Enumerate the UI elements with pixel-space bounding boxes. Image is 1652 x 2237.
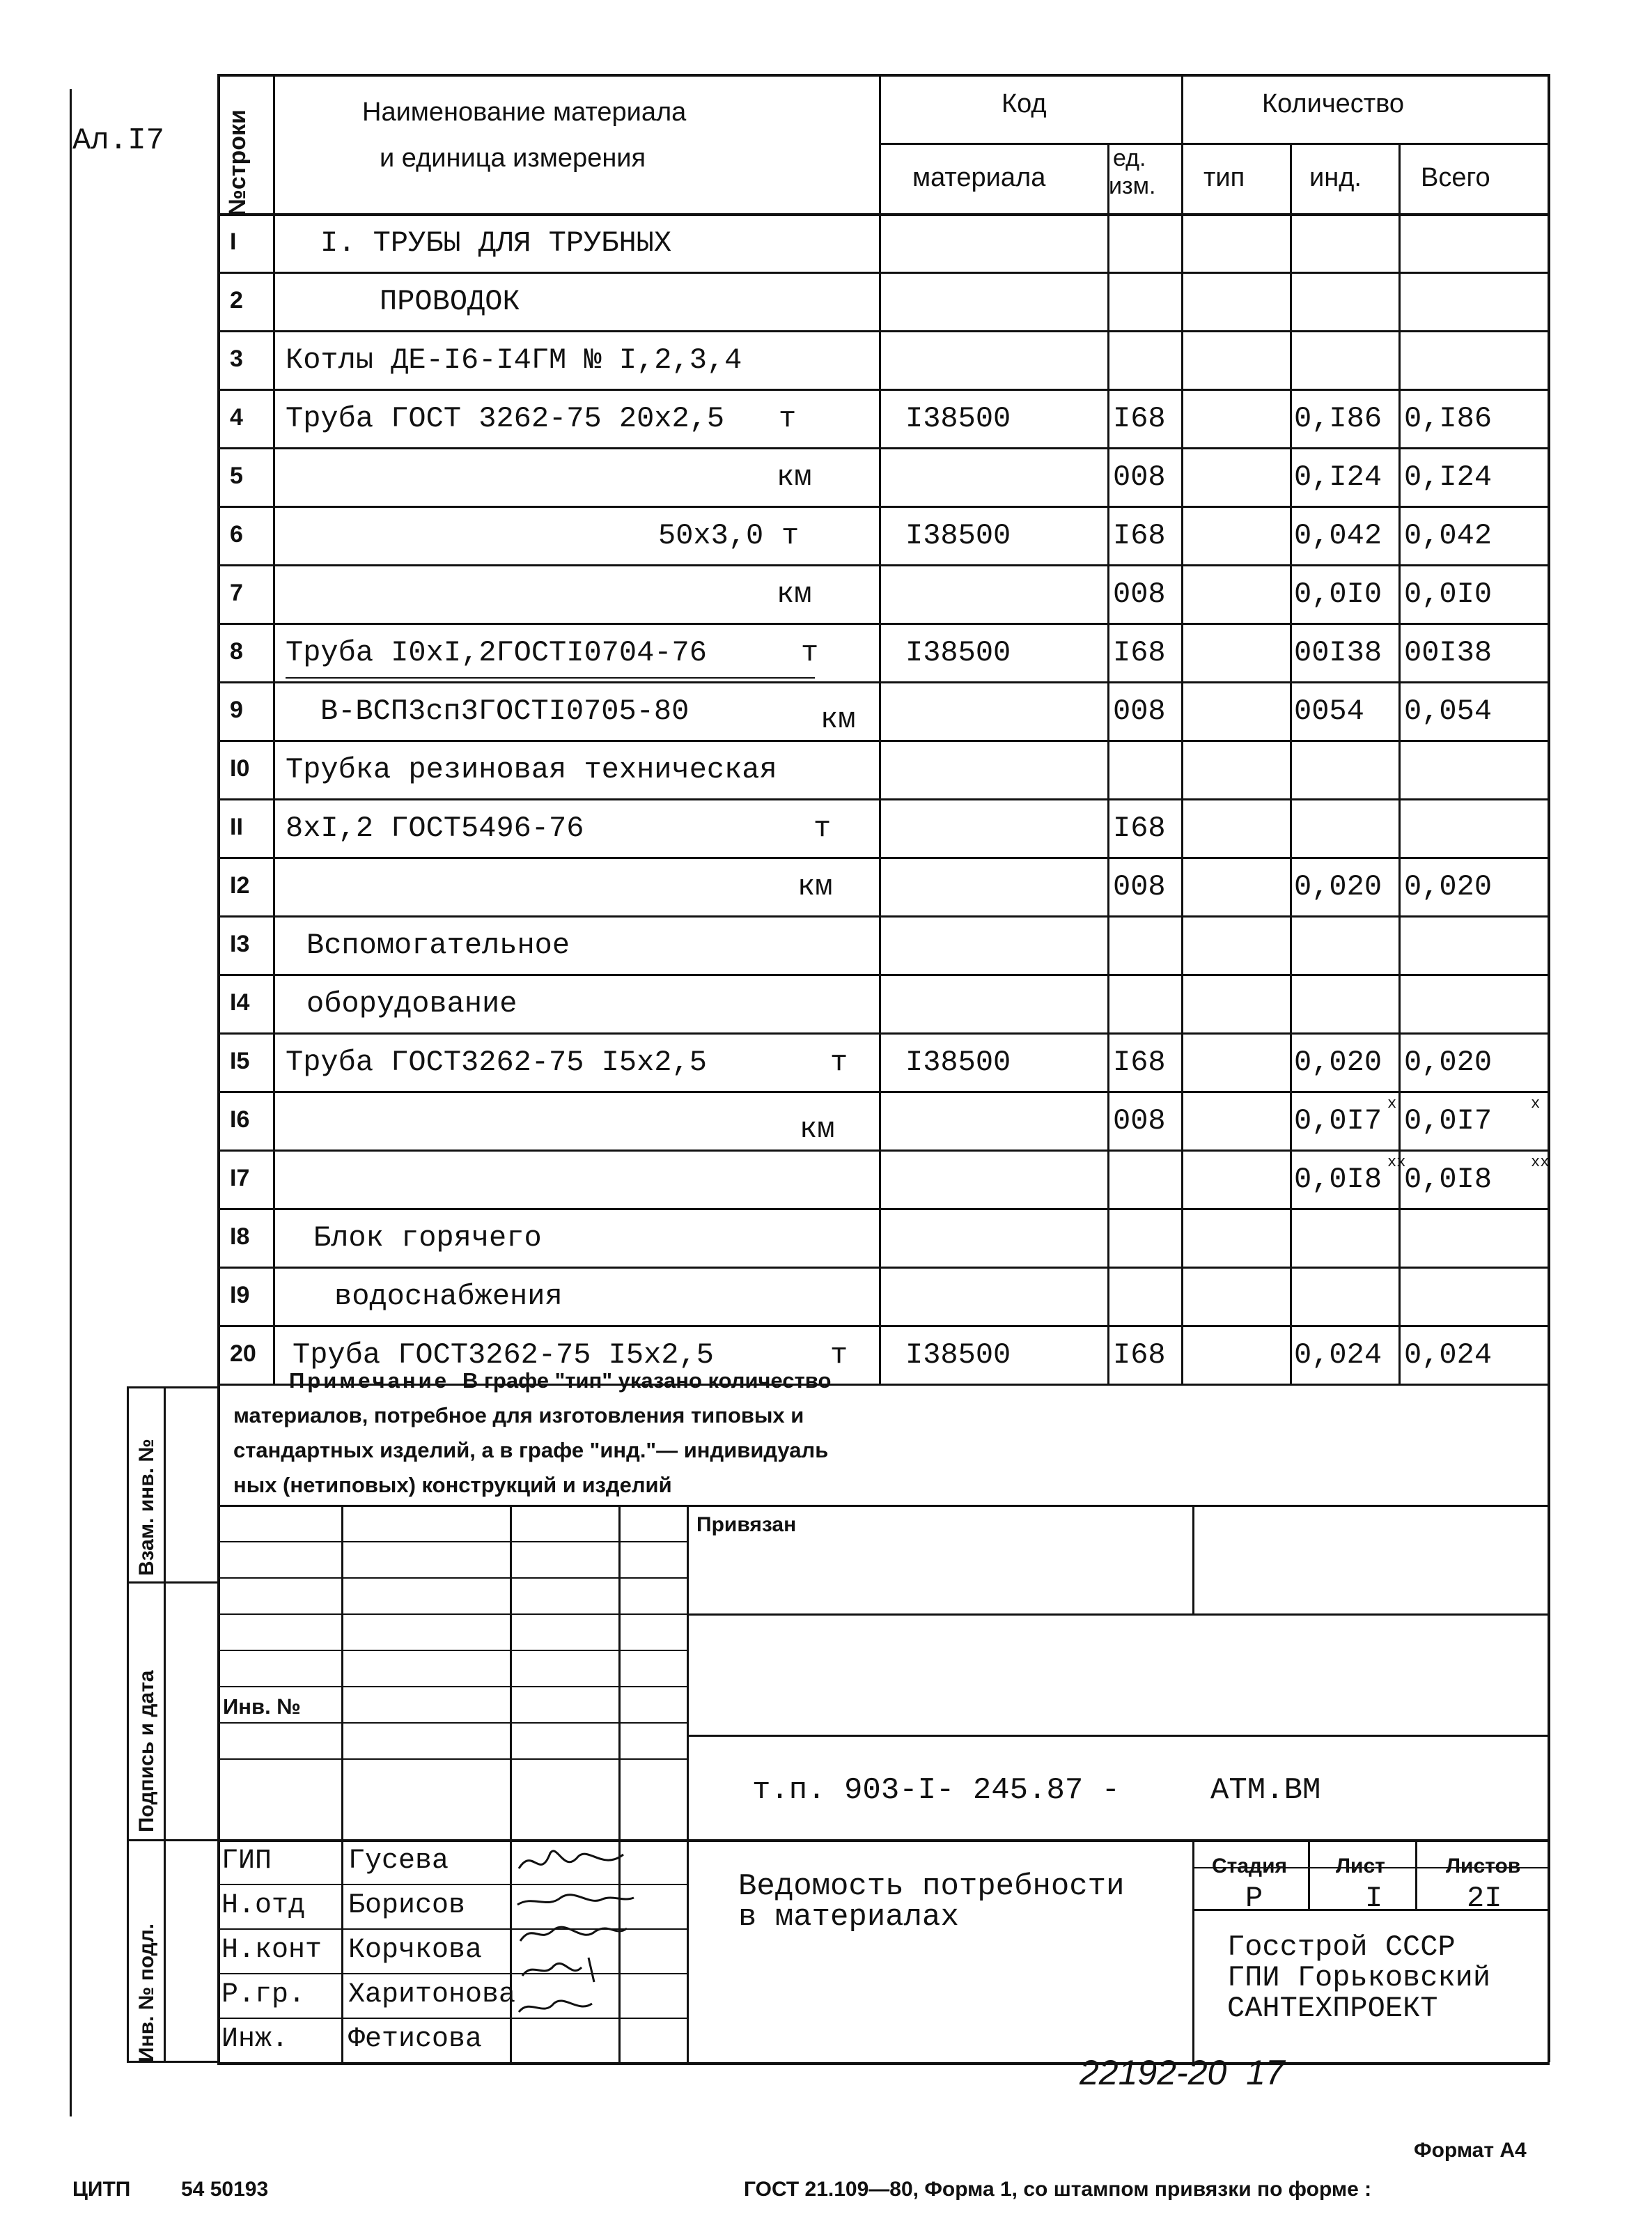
row-unit-code: I68 [1113, 402, 1166, 435]
privyazan-label: Привязан [696, 1513, 797, 1536]
row-qty-total: 0,054 [1404, 695, 1493, 728]
note-line2: материалов, потребное для изготовления типовых и [233, 1403, 804, 1427]
row-qty-ind: 0,I24 [1294, 460, 1382, 494]
col-line [1181, 74, 1183, 1384]
row-unit: км [820, 703, 856, 736]
row-unit: т [830, 1338, 848, 1372]
row-qty-ind: 0,0I7 [1294, 1104, 1382, 1138]
row-number: I8 [230, 1223, 250, 1250]
col-line [1398, 143, 1401, 1384]
stamp-line [687, 1613, 1548, 1616]
stamp-line [217, 1577, 687, 1579]
stamp-line [687, 1735, 1548, 1737]
row-number: I9 [230, 1282, 250, 1308]
row-line [217, 330, 1550, 332]
row-line [217, 740, 1550, 742]
footer-number: 54 50193 [181, 2178, 269, 2201]
row-qty-ind: 00I38 [1294, 636, 1382, 669]
row-unit: км [777, 578, 812, 611]
row-number: 9 [230, 697, 243, 723]
row-unit-code: I68 [1113, 812, 1166, 845]
note-line4: ных (нетиповых) конструкций и изделий [233, 1473, 672, 1497]
stamp-line [217, 1686, 687, 1687]
row-line [217, 272, 1550, 274]
stamp-col [1192, 1505, 1194, 1613]
handwritten-number: 22192-20 17 [1080, 2053, 1285, 2092]
row-line [217, 1150, 1550, 1152]
signer-role: Р.гр. [221, 1979, 306, 2011]
header-code-unit-1: ед. [1113, 145, 1146, 171]
doc-code: т.п. 903-I- 245.87 - [752, 1773, 1121, 1808]
row-material-code: I38500 [905, 1338, 1011, 1372]
listov-label: Листов [1446, 1855, 1521, 1878]
row-unit-code: 008 [1113, 1104, 1166, 1138]
row-number: I0 [230, 755, 250, 782]
row-unit: т [801, 636, 819, 669]
note-line3: стандартных изделий, а в графе "инд."— индивидуаль [233, 1438, 829, 1462]
row-line [217, 623, 1550, 625]
list-label: Лист [1336, 1855, 1385, 1878]
signer-name: Фетисова [348, 2024, 483, 2055]
row-name: Вспомогательное [306, 929, 570, 962]
side-stamp-top [127, 1386, 217, 1388]
row-line [217, 1267, 1550, 1269]
row-qty-total: 0,024 [1404, 1338, 1493, 1372]
footnote-mark-ind: х [1387, 1095, 1397, 1113]
row-name: 8хI,2 ГОСТ5496-76 [286, 812, 584, 845]
row-number: I5 [230, 1048, 250, 1074]
row-line [217, 681, 1550, 683]
row-unit-code: I68 [1113, 1338, 1166, 1372]
row-unit: т [813, 812, 832, 845]
signer-name: Корчкова [348, 1935, 483, 1966]
row-name: Котлы ДЕ-I6-I4ГМ № I,2,3,4 [286, 343, 742, 377]
row-qty-total: 0,042 [1404, 519, 1493, 552]
row-unit-code: 008 [1113, 870, 1166, 904]
stamp-line [217, 1722, 687, 1724]
row-number: 8 [230, 638, 243, 665]
row-name: Трубка резиновая техническая [286, 753, 777, 787]
header-bottom-line [217, 213, 1550, 216]
row-number: 7 [230, 580, 243, 606]
row-number: I [230, 229, 237, 255]
stamp-right-border [1548, 1505, 1550, 2062]
row-qty-total: 0,I24 [1404, 460, 1493, 494]
row-name: водоснабжения [334, 1280, 563, 1313]
col-line [1290, 143, 1292, 1384]
row-qty-ind: 0,0I0 [1294, 578, 1382, 611]
row-qty-total: 0,020 [1404, 870, 1493, 904]
row-name: ПРОВОДОК [380, 285, 520, 318]
row-name: 50х3,0 [658, 519, 764, 552]
side-stamp-div [127, 1581, 217, 1584]
col-line [273, 74, 275, 1384]
row-qty-ind: 0,042 [1294, 519, 1382, 552]
format-label: Формат А4 [1414, 2139, 1527, 2162]
row-number: 4 [230, 404, 243, 431]
row-unit: км [797, 870, 833, 904]
col-line [1107, 143, 1109, 1384]
table-top-border [217, 74, 1550, 77]
note-right-border [1548, 1384, 1550, 1506]
stamp-line [217, 1758, 687, 1760]
row-line [217, 1032, 1550, 1035]
row-unit-code: I68 [1113, 519, 1166, 552]
row-line [217, 798, 1550, 800]
row-unit-code: 008 [1113, 695, 1166, 728]
side-vzam-inv: Взам. инв. № [135, 1439, 158, 1576]
side-inv-podl: Инв. № подл. [135, 1923, 158, 2062]
row-qty-ind: 0,020 [1294, 1046, 1382, 1079]
stamp-col [341, 1505, 343, 2062]
row-number: 20 [230, 1340, 256, 1367]
row-number: 5 [230, 463, 243, 489]
row-material-code: I38500 [905, 636, 1011, 669]
row-unit-code: I68 [1113, 636, 1166, 669]
header-code-unit-2: изм. [1109, 173, 1156, 199]
row-name: I. ТРУБЫ ДЛЯ ТРУБНЫХ [320, 226, 672, 260]
header-qty-ind: инд. [1309, 163, 1362, 192]
row-unit-code: 008 [1113, 578, 1166, 611]
row-number: I6 [230, 1106, 250, 1133]
row-unit: т [781, 519, 800, 552]
note-title: Примечание [289, 1368, 449, 1393]
row-name: Труба ГОСТ 3262-75 20х2,5 [286, 402, 725, 435]
stamp-line [217, 1505, 1550, 1507]
col-line [1548, 74, 1550, 1386]
row-qty-total: 0,0I7 [1404, 1104, 1493, 1138]
row-number: I2 [230, 872, 250, 899]
row-material-code: I38500 [905, 519, 1011, 552]
inv-no-label: Инв. № [223, 1694, 301, 1719]
row-qty-total: 0,020 [1404, 1046, 1493, 1079]
footnote-mark-total: хх [1531, 1154, 1550, 1171]
row-number: 6 [230, 521, 243, 548]
row-unit: км [800, 1113, 835, 1146]
row-name: Блок горячего [313, 1221, 542, 1255]
row-qty-total: 00I38 [1404, 636, 1493, 669]
row-line [217, 1325, 1550, 1327]
row-number: I4 [230, 989, 250, 1016]
binding-line [70, 89, 72, 2116]
side-stamp-mid [164, 1386, 166, 2062]
row-qty-ind: 0,I86 [1294, 402, 1382, 435]
row-unit-code: 008 [1113, 460, 1166, 494]
signer-role: Н.отд [221, 1890, 306, 1921]
row-line [217, 1208, 1550, 1210]
side-stamp-div [127, 1839, 217, 1841]
row-material-code: I38500 [905, 402, 1011, 435]
row-qty-total: 0,0I8 [1404, 1163, 1493, 1196]
stamp-line [217, 1839, 1550, 1842]
row-line [217, 506, 1550, 508]
row-number: 3 [230, 346, 243, 372]
row-line [217, 389, 1550, 391]
stamp-col [1192, 1839, 1194, 2062]
row-line [217, 447, 1550, 449]
listov-value: 2I [1467, 1882, 1502, 1915]
org-line3: САНТЕХПРОЕКТ [1227, 1992, 1438, 2025]
footnote-mark-total: х [1531, 1095, 1541, 1113]
row-qty-total: 0,I86 [1404, 402, 1493, 435]
row-unit-code: I68 [1113, 1046, 1166, 1079]
stadia-label: Стадия [1212, 1855, 1288, 1878]
org-line1: Госстрой СССР [1227, 1930, 1456, 1964]
stamp-bottom-border [217, 2062, 1550, 2065]
doc-suffix: АТМ.ВМ [1210, 1773, 1321, 1808]
row-name: Труба ГОСТ3262-75 I5х2,5 [293, 1338, 714, 1372]
doc-title-line2: в материалах [738, 1900, 959, 1935]
row-name: Труба ГОСТ3262-75 I5х2,5 [286, 1046, 707, 1079]
signer-role: ГИП [221, 1845, 272, 1877]
footnote-mark-ind: хх [1387, 1154, 1406, 1171]
header-code-material: материала [912, 163, 1046, 192]
header-name-line2: и единица измерения [380, 144, 646, 173]
signer-role: Инж. [221, 2024, 289, 2055]
row-underline [286, 677, 815, 679]
row-line [217, 857, 1550, 859]
row-line [217, 974, 1550, 976]
row-name: оборудование [306, 987, 517, 1021]
footer-org: ЦИТП [72, 2178, 131, 2201]
header-code: Код [1002, 89, 1047, 118]
row-unit: км [777, 460, 812, 494]
signatures-image [512, 1839, 637, 2041]
row-qty-total: 0,0I0 [1404, 578, 1493, 611]
row-unit: т [830, 1046, 848, 1079]
signer-name: Харитонова [348, 1979, 516, 2011]
row-material-code: I38500 [905, 1046, 1011, 1079]
row-qty-ind: 0,020 [1294, 870, 1382, 904]
org-line2: ГПИ Горьковский [1227, 1961, 1491, 1995]
stamp-col [687, 1505, 689, 2062]
doc-title-line1: Ведомость потребности [738, 1869, 1125, 1904]
row-qty-ind: 0,0I8 [1294, 1163, 1382, 1196]
stamp-line [217, 1541, 687, 1542]
row-name: В-ВСП3сп3ГОСТI0705-80 [320, 695, 689, 728]
row-number: II [230, 814, 243, 840]
col-line [879, 74, 881, 1384]
header-qty-type: тип [1203, 163, 1245, 192]
footer-gost: ГОСТ 21.109—80, Форма 1, со штампом привязки по форме : [744, 2178, 1372, 2201]
stamp-col [1415, 1839, 1417, 1909]
header-mid-line [879, 143, 1548, 145]
stamp-col [1308, 1839, 1310, 1909]
row-line [217, 564, 1550, 566]
header-qty-total: Всего [1421, 163, 1490, 192]
row-qty-ind: 0,024 [1294, 1338, 1382, 1372]
side-stamp-left [127, 1386, 129, 2062]
note-line1: В графе "тип" указано количество [462, 1368, 832, 1393]
row-line [217, 1091, 1550, 1093]
row-line [217, 915, 1550, 918]
signer-name: Борисов [348, 1890, 466, 1921]
row-qty-ind: 0054 [1294, 695, 1364, 728]
list-value: I [1365, 1882, 1383, 1915]
signer-role: Н.конт [221, 1935, 322, 1966]
stamp-line [217, 1613, 687, 1615]
header-name-line1: Наименование материала [362, 98, 687, 127]
sheet-mark: Ал.I7 [72, 123, 165, 158]
header-quantity: Количество [1262, 89, 1405, 118]
stadia-value: Р [1245, 1882, 1263, 1915]
side-podpis-data: Подпись и дата [135, 1670, 158, 1832]
signer-name: Гусева [348, 1845, 449, 1877]
header-row-number: №строки [224, 109, 251, 216]
row-name: Труба I0хI,2ГОСТI0704-76 [286, 636, 707, 669]
row-number: I7 [230, 1165, 250, 1191]
row-unit: т [779, 402, 797, 435]
col-line [217, 74, 220, 1386]
row-number: 2 [230, 287, 243, 314]
stamp-line [217, 1650, 687, 1651]
row-number: I3 [230, 931, 250, 957]
